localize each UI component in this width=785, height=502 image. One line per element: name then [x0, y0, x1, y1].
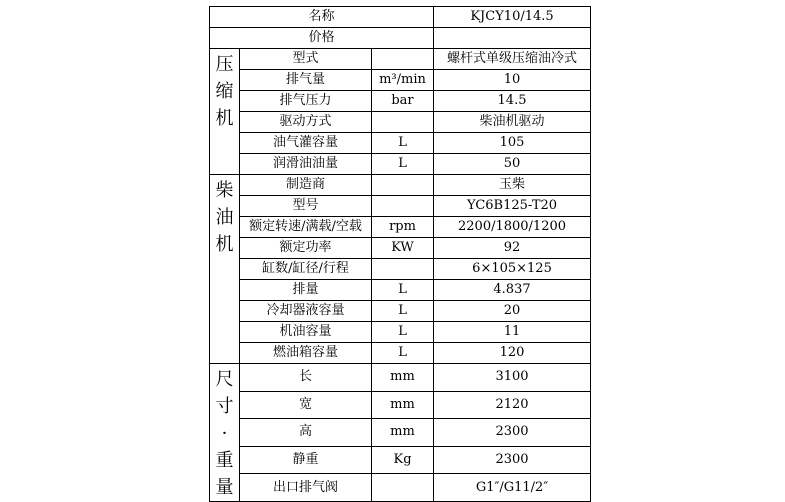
table-row — [210, 175, 591, 196]
row-value: 玉柴 — [434, 175, 591, 196]
table-row — [210, 238, 591, 259]
row-label: 额定功率 — [240, 238, 372, 259]
row-label: 排气量 — [240, 70, 372, 91]
row-value: 11 — [434, 322, 591, 343]
engine-group-char: 柴 — [215, 180, 234, 201]
compressor-section — [210, 49, 591, 175]
row-label: 润滑油油量 — [240, 154, 372, 175]
row-value: 14.5 — [434, 91, 591, 112]
engine-group-char: 机 — [215, 234, 234, 255]
row-unit: KW — [372, 238, 434, 259]
row-unit: L — [372, 280, 434, 301]
row-value: 6×105×125 — [434, 259, 591, 280]
table-row — [210, 217, 591, 238]
row-label: 排气压力 — [240, 91, 372, 112]
row-label: 油气灌容量 — [240, 133, 372, 154]
table-row — [210, 28, 591, 49]
table-row — [210, 49, 591, 70]
row-value: 92 — [434, 238, 591, 259]
row-value: 2200/1800/1200 — [434, 217, 591, 238]
engine-group-char: 油 — [215, 207, 234, 228]
dimensions-group-char: 重 — [215, 450, 234, 471]
row-label: 宽 — [240, 391, 372, 419]
row-value: YC6B125-T20 — [434, 196, 591, 217]
table-row — [210, 91, 591, 112]
row-unit: mm — [372, 391, 434, 419]
row-unit: L — [372, 343, 434, 364]
row-label: 高 — [240, 419, 372, 447]
row-value: 2120 — [434, 391, 591, 419]
table-row — [210, 301, 591, 322]
row-value: 4.837 — [434, 280, 591, 301]
table-row — [210, 154, 591, 175]
engine-section — [210, 175, 591, 364]
row-label: 型号 — [240, 196, 372, 217]
row-unit — [372, 175, 434, 196]
compressor-group-label — [210, 49, 240, 175]
table-row — [210, 391, 591, 419]
row-label: 静重 — [240, 446, 372, 474]
row-value: G1″/G11/2″ — [434, 474, 591, 502]
table-row — [210, 446, 591, 474]
row-unit: L — [372, 133, 434, 154]
row-unit — [372, 474, 434, 502]
row-value: 20 — [434, 301, 591, 322]
row-unit: mm — [372, 364, 434, 392]
row-unit: L — [372, 322, 434, 343]
table-row — [210, 322, 591, 343]
compressor-group-char: 机 — [215, 108, 234, 129]
table-row — [210, 196, 591, 217]
table-row — [210, 419, 591, 447]
engine-group-label — [210, 175, 240, 364]
row-label: 驱动方式 — [240, 112, 372, 133]
spec-table — [209, 6, 591, 502]
row-unit: bar — [372, 91, 434, 112]
row-unit — [372, 259, 434, 280]
name-value: KJCY10/14.5 — [434, 7, 591, 28]
row-value: 螺杆式单级压缩油冷式 — [434, 49, 591, 70]
compressor-group-char: 缩 — [215, 81, 234, 102]
row-value: 柴油机驱动 — [434, 112, 591, 133]
row-unit: mm — [372, 419, 434, 447]
compressor-group-char: 压 — [215, 54, 234, 75]
row-unit — [372, 49, 434, 70]
table-row — [210, 343, 591, 364]
dimensions-group-char: 尺 — [215, 369, 234, 390]
row-unit: rpm — [372, 217, 434, 238]
table-row — [210, 112, 591, 133]
row-value: 2300 — [434, 419, 591, 447]
price-label: 价格 — [210, 28, 434, 49]
row-unit: m³/min — [372, 70, 434, 91]
row-value: 2300 — [434, 446, 591, 474]
row-value: 50 — [434, 154, 591, 175]
row-label: 排量 — [240, 280, 372, 301]
row-unit — [372, 196, 434, 217]
row-unit: L — [372, 154, 434, 175]
row-label: 长 — [240, 364, 372, 392]
row-unit — [372, 112, 434, 133]
row-value: 105 — [434, 133, 591, 154]
row-label: 制造商 — [240, 175, 372, 196]
table-row — [210, 7, 591, 28]
row-value: 3100 — [434, 364, 591, 392]
row-value: 10 — [434, 70, 591, 91]
dimensions-section — [210, 364, 591, 502]
table-row — [210, 474, 591, 502]
row-label: 缸数/缸径/行程 — [240, 259, 372, 280]
dimensions-group-char: 寸 — [215, 396, 234, 417]
row-label: 出口排气阀 — [240, 474, 372, 502]
row-label: 型式 — [240, 49, 372, 70]
row-label: 燃油箱容量 — [240, 343, 372, 364]
table-row — [210, 280, 591, 301]
dimensions-group-char: 量 — [215, 477, 234, 498]
row-label: 冷却器液容量 — [240, 301, 372, 322]
row-unit: Kg — [372, 446, 434, 474]
price-value — [434, 28, 591, 49]
table-row — [210, 364, 591, 392]
table-row — [210, 133, 591, 154]
table-row — [210, 259, 591, 280]
dimensions-group-label — [210, 364, 240, 502]
row-label: 额定转速/满载/空载 — [240, 217, 372, 238]
table-row — [210, 70, 591, 91]
row-unit: L — [372, 301, 434, 322]
row-value: 120 — [434, 343, 591, 364]
dimensions-group-char: · — [221, 423, 228, 444]
row-label: 机油容量 — [240, 322, 372, 343]
name-label: 名称 — [210, 7, 434, 28]
